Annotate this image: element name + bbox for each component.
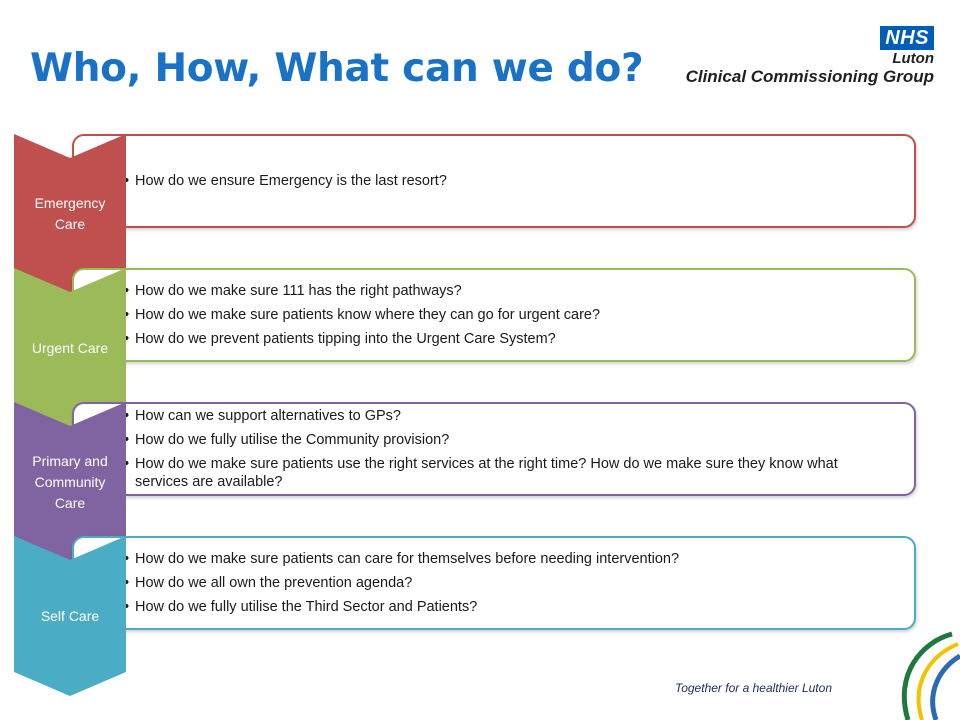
chevron-label: Urgent Care: [31, 339, 109, 356]
bullet-list: [74, 136, 914, 226]
row-content-box: [72, 536, 916, 630]
chevron-label: Self Care: [40, 607, 100, 624]
page-title: Who, How, What can we do?: [30, 46, 644, 91]
bullet-item: • How do we make sure patients can care for themselves before needing intervention?: [135, 550, 894, 568]
bullet-list: [74, 270, 914, 360]
tagline-emphasis: healthier Luton: [752, 681, 832, 695]
chevron-label: Primary and Community Care: [32, 452, 108, 511]
bullet-list: [74, 538, 914, 628]
row-self-care: [14, 536, 919, 696]
bullet-item: • How do we make sure 111 has the right pathways?: [135, 282, 894, 300]
bullet-item: • How do we prevent patients tipping into the Urgent Care System?: [135, 330, 894, 348]
bullet-item: • How can we support alternatives to GPs?: [135, 407, 894, 425]
row-content-box: [72, 402, 916, 496]
row-content-box: [72, 268, 916, 362]
row-content-box: [72, 134, 916, 228]
bullet-item: • How do we make sure patients know where they can go for urgent care?: [135, 306, 894, 324]
bullet-item: • How do we all own the prevention agenda?: [135, 574, 894, 592]
bullet-item: • How do we fully utilise the Community provision?: [135, 431, 894, 449]
swoosh-logo-icon: [790, 630, 960, 720]
swoosh-blue-arc: [933, 656, 960, 720]
logo-group-name: Clinical Commissioning Group: [685, 67, 934, 86]
swoosh-green-arc: [904, 634, 952, 720]
nhs-luton-ccg-logo: [686, 26, 934, 86]
nhs-logo-mark: NHS: [880, 26, 934, 50]
chevron-label: Emergency Care: [34, 195, 106, 232]
bullet-item: • How do we fully utilise the Third Sector and Patients?: [135, 598, 894, 616]
bullet-item: • How do we ensure Emergency is the last resort?: [135, 172, 894, 190]
bullet-item: • How do we make sure patients use the right services at the right time? How do we make sure they know what services are available?: [135, 455, 894, 491]
bullet-list: [74, 404, 914, 494]
logo-org-name: Luton: [892, 50, 934, 67]
tagline-prefix: Together for a: [674, 681, 753, 695]
